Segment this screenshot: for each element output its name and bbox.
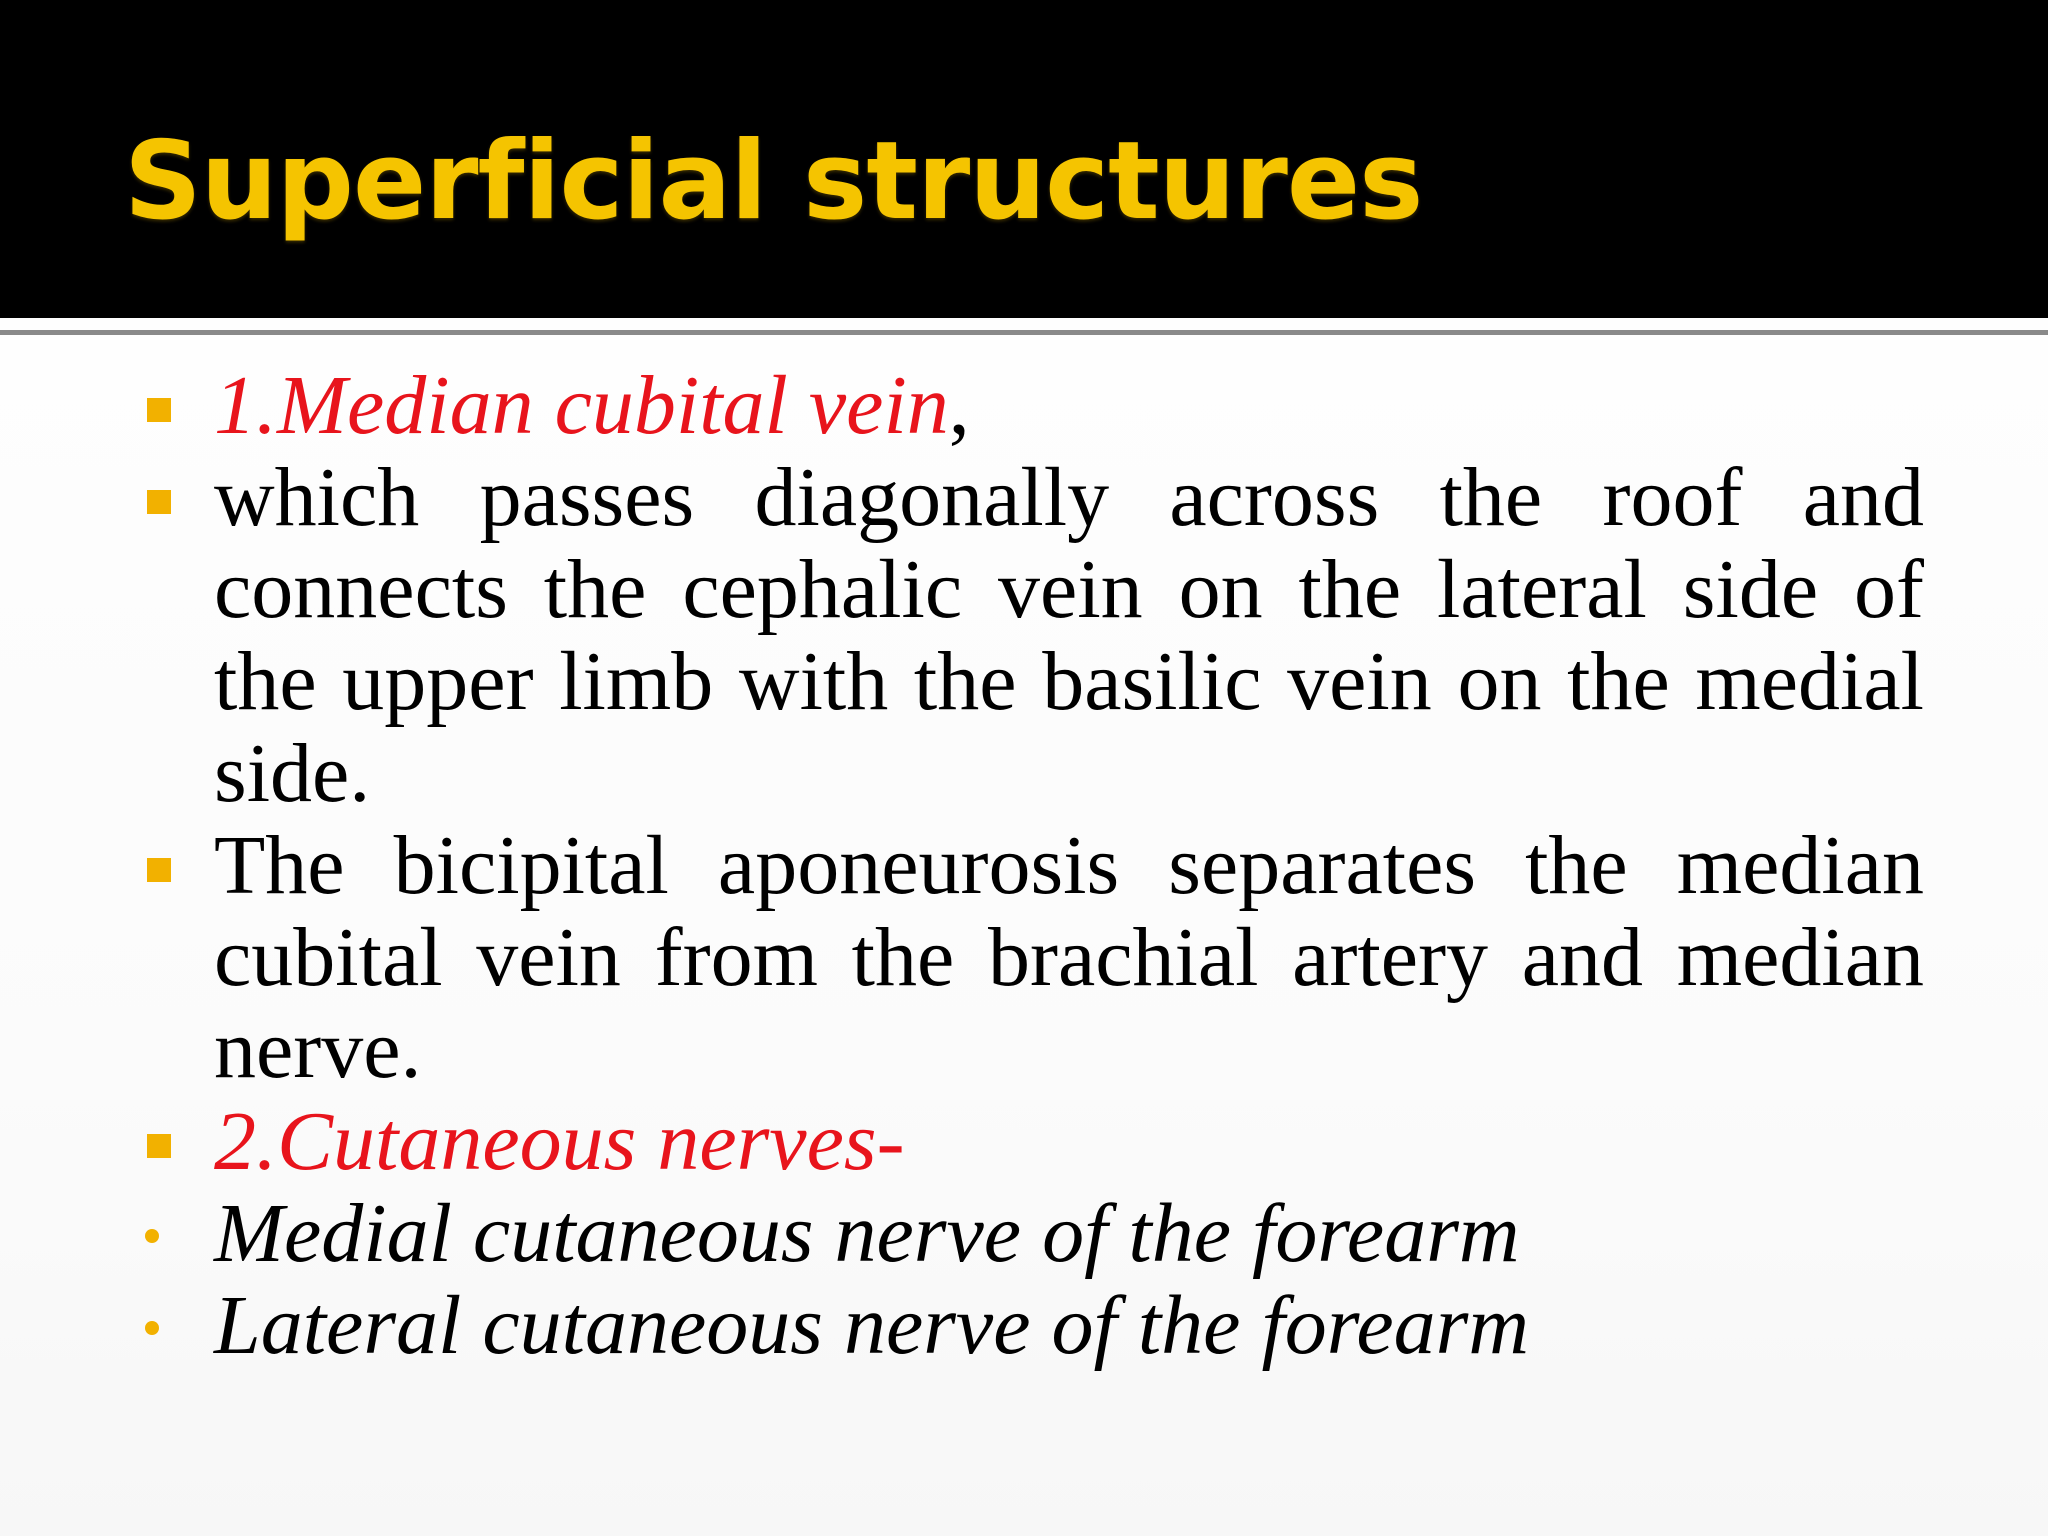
list-item bbox=[0, 1280, 1924, 1372]
list-item bbox=[0, 1188, 1924, 1280]
list-item-text: The bicipital aponeurosis separates the median cubital vein from the brachial artery and median nerve. bbox=[214, 819, 1924, 1096]
bullet-list bbox=[0, 360, 2048, 1372]
list-item bbox=[0, 820, 1924, 1096]
list-item-text: Lateral cutaneous nerve of the forearm bbox=[214, 1279, 1530, 1372]
title-divider bbox=[0, 330, 2048, 335]
list-item bbox=[0, 452, 1924, 820]
list-item-suffix: , bbox=[948, 359, 970, 452]
dot-bullet-icon bbox=[145, 1321, 159, 1335]
dot-bullet-icon bbox=[145, 1229, 159, 1243]
slide-title: Superficial structures bbox=[124, 119, 1423, 244]
square-bullet-icon bbox=[147, 398, 171, 422]
title-bar bbox=[0, 0, 2048, 318]
square-bullet-icon bbox=[147, 490, 171, 514]
list-item bbox=[0, 360, 1924, 452]
list-item-heading: 1.Median cubital vein bbox=[214, 359, 949, 452]
list-item bbox=[0, 1096, 1924, 1188]
list-item-text: Medial cutaneous nerve of the forearm bbox=[214, 1187, 1520, 1280]
square-bullet-icon bbox=[147, 858, 171, 882]
square-bullet-icon bbox=[147, 1134, 171, 1158]
list-item-heading: 2.Cutaneous nerves- bbox=[214, 1095, 905, 1188]
list-item-text: which passes diagonally across the roof and connects the cephalic vein on the lateral side of the upper limb with the basilic vein on the medial side. bbox=[214, 451, 1924, 820]
